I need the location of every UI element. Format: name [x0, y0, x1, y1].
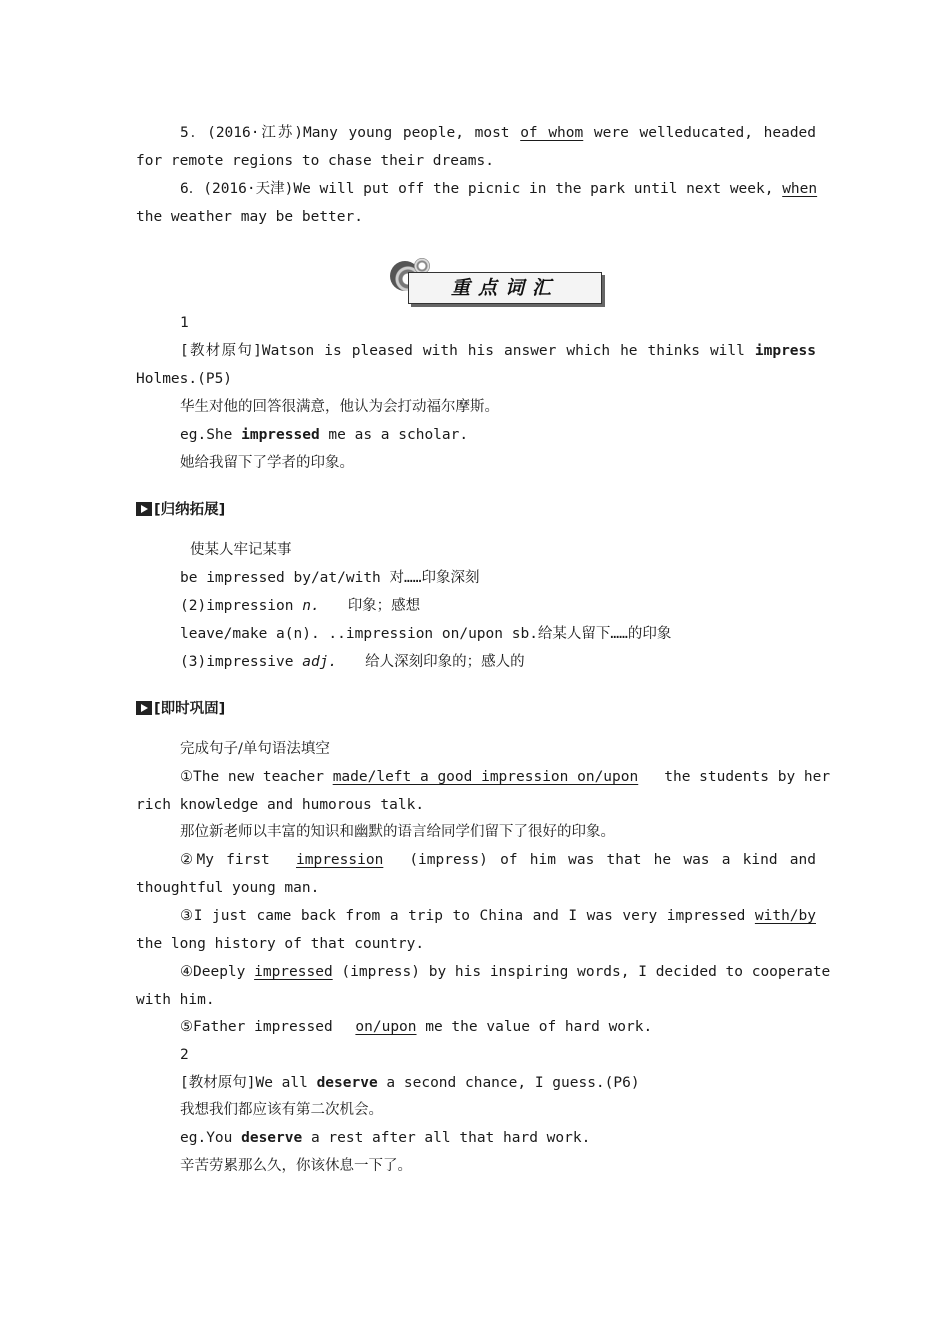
section-practice-heading	[136, 699, 225, 719]
practice-4	[180, 962, 831, 982]
word-2-number: 2	[180, 1047, 189, 1063]
practice-5-text-end: me the value of hard work.	[416, 1019, 653, 1035]
practice-1-text-end: the students by her	[664, 769, 831, 785]
practice-5-text: ⑤Father impressed	[180, 1019, 342, 1035]
expand-line-5-word: (3)impressive	[180, 654, 303, 670]
keyword-impress: impress	[754, 343, 816, 359]
expand-line-5-meaning: 给人深刻印象的；感人的	[365, 654, 525, 670]
item-6-text: 6．(2016·天津)We will put off the picnic in the park until next week,	[180, 181, 783, 197]
keyword-deserve: deserve	[316, 1075, 378, 1091]
word-2-example-translation: 辛苦劳累那么久，你该休息一下了。	[180, 1158, 412, 1174]
practice-4-text: ④Deeply	[180, 964, 255, 980]
practice-2-line2: thoughtful young man.	[136, 880, 320, 896]
practice-1-text: ①The new teacher	[180, 769, 333, 785]
section-banner	[388, 258, 604, 308]
practice-2-answer: impression	[296, 852, 384, 868]
expand-line-3-word: (2)impression	[180, 598, 303, 614]
word-2-source-post: a second chance, I guess.(P6)	[377, 1075, 640, 1091]
item-5-answer: of whom	[520, 125, 584, 141]
banner-title: 重点词汇	[450, 277, 559, 299]
banner-box	[408, 272, 602, 304]
word-2-source	[180, 1073, 816, 1093]
item-6-line2: the weather may be better.	[136, 209, 363, 225]
practice-5	[180, 1017, 816, 1037]
practice-title: 完成句子/单句语法填空	[180, 741, 330, 757]
practice-1-translation: 那位新老师以丰富的知识和幽默的语言给同学们留下了很好的印象。	[180, 824, 615, 840]
word-2-example-post: a rest after all that hard work.	[302, 1130, 591, 1146]
item-6-answer: when	[782, 181, 818, 197]
word-2-source-pre: [教材原句]We all	[180, 1075, 317, 1091]
expand-line-3	[180, 596, 816, 616]
practice-2-text-end: (impress) of him was that he was a kind and	[409, 852, 816, 868]
word-1-source-translation: 华生对他的回答很满意，他认为会打动福尔摩斯。	[180, 399, 499, 415]
word-1-number: 1	[180, 315, 189, 331]
word-2-example-pre: eg.You	[180, 1130, 242, 1146]
practice-5-answer: on/upon	[355, 1019, 417, 1035]
expand-line-4: leave/make a(n). ..impression on/upon sb.给某人留下……的印象	[180, 626, 672, 642]
section-expand-heading	[136, 500, 225, 520]
item-5-text: 5．(2016·江苏)Many young people, most	[180, 125, 521, 141]
practice-1-answer: made/left a good impression on/upon	[332, 769, 639, 785]
practice-3	[180, 906, 816, 926]
practice-1-line2: rich knowledge and humorous talk.	[136, 797, 425, 813]
item-6	[180, 179, 816, 199]
practice-4-line2: with him.	[136, 992, 215, 1008]
word-1-source-text: [教材原句]Watson is pleased with his answer which he thinks will	[180, 343, 755, 359]
word-1-example-translation: 她给我留下了学者的印象。	[180, 455, 354, 471]
section-expand-title: [归纳拓展]	[154, 502, 226, 518]
word-2-source-translation: 我想我们都应该有第二次机会。	[180, 1102, 383, 1118]
practice-2	[180, 850, 816, 870]
word-2-example	[180, 1128, 816, 1148]
practice-1	[180, 767, 831, 787]
expand-line-5-pos: adj.	[302, 654, 338, 670]
practice-3-answer: with/by	[754, 908, 816, 924]
word-1-example-post: me as a scholar.	[319, 427, 469, 443]
expand-line-5	[180, 652, 816, 672]
play-arrow-icon	[136, 502, 152, 516]
practice-3-line2: the long history of that country.	[136, 936, 425, 952]
keyword-impressed: impressed	[241, 427, 320, 443]
expand-line-3-pos: n.	[302, 598, 320, 614]
expand-line-3-meaning: 印象；感想	[347, 598, 421, 614]
practice-4-text-end: (impress) by his inspiring words, I decided to cooperate	[332, 964, 831, 980]
word-1-example	[180, 425, 816, 445]
play-arrow-icon	[136, 701, 152, 715]
item-5	[180, 123, 816, 143]
item-5-line2: for remote regions to chase their dreams.	[136, 153, 494, 169]
practice-2-text: ②My first	[180, 852, 282, 868]
expand-line-1: 使某人牢记某事	[190, 542, 292, 558]
word-1-example-pre: eg.She	[180, 427, 242, 443]
practice-3-text: ③I just came back from a trip to China and I was very impressed	[180, 908, 755, 924]
item-5-text-end: were welleducated, headed	[583, 125, 817, 141]
section-practice-title: [即时巩固]	[154, 701, 226, 717]
keyword-deserve-example: deserve	[241, 1130, 303, 1146]
word-1-source	[180, 341, 816, 361]
word-1-source-line2: Holmes.(P5)	[136, 371, 233, 387]
expand-line-2: be impressed by/at/with 对……印象深刻	[180, 570, 480, 586]
practice-4-answer: impressed	[254, 964, 333, 980]
